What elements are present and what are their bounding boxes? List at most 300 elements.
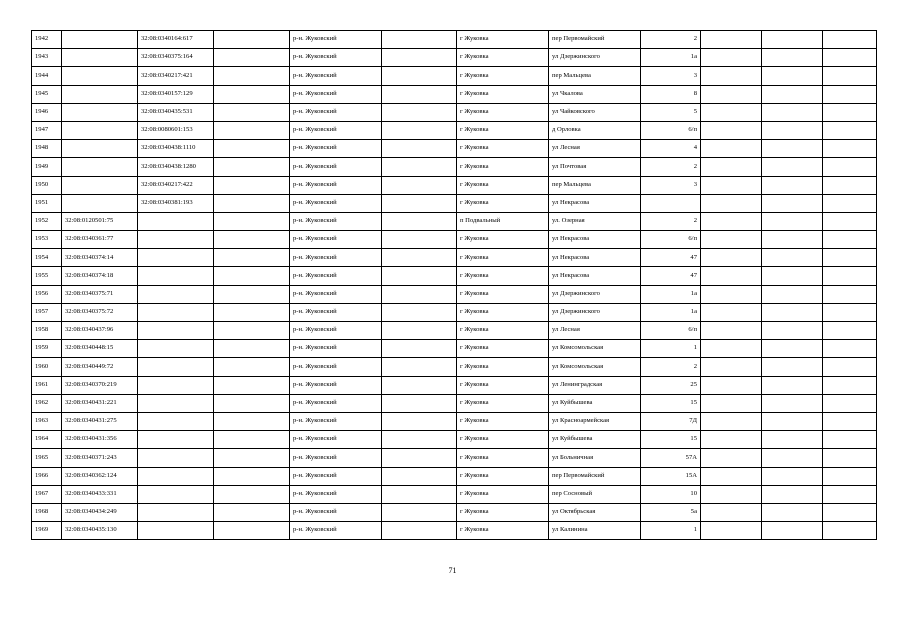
cadastral-number-alt-cell: 32:08:0340157:129 [138,85,214,103]
empty-cell [762,231,823,249]
table-row [32,431,877,449]
row-number-cell: 1964 [32,431,62,449]
empty-cell [823,212,877,230]
district-cell: р-н. Жуковский [290,376,382,394]
cadastral-number-cell: 32:08:0340431:275 [62,412,138,430]
cadastral-number-alt-cell [138,267,214,285]
table-row [32,176,877,194]
district-cell: р-н. Жуковский [290,394,382,412]
locality-cell: г Жуковка [457,267,549,285]
district-cell: р-н. Жуковский [290,431,382,449]
empty-cell [214,249,290,267]
empty-cell [701,431,762,449]
empty-cell [701,212,762,230]
empty-cell [382,412,457,430]
cadastral-number-cell [62,85,138,103]
street-cell: ул Чкалова [549,85,641,103]
house-number-cell: 2 [641,158,701,176]
cadastral-number-cell: 32:08:0340375:72 [62,303,138,321]
empty-cell [214,140,290,158]
cadastral-number-alt-cell [138,431,214,449]
empty-cell [382,376,457,394]
district-cell: р-н. Жуковский [290,121,382,139]
cadastral-number-alt-cell [138,376,214,394]
empty-cell [823,176,877,194]
locality-cell: п Подвальный [457,212,549,230]
table-row [32,285,877,303]
house-number-cell: 1 [641,340,701,358]
empty-cell [382,503,457,521]
street-cell: ул Комсомольская [549,358,641,376]
empty-cell [762,358,823,376]
table-row [32,503,877,521]
district-cell: р-н. Жуковский [290,158,382,176]
empty-cell [701,394,762,412]
empty-cell [382,85,457,103]
empty-cell [214,267,290,285]
empty-cell [382,194,457,212]
house-number-cell: 6/п [641,121,701,139]
street-cell: ул Некрасова [549,267,641,285]
empty-cell [701,231,762,249]
locality-cell: г Жуковка [457,49,549,67]
district-cell: р-н. Жуковский [290,322,382,340]
empty-cell [382,394,457,412]
empty-cell [701,322,762,340]
row-number-cell: 1967 [32,485,62,503]
empty-cell [762,503,823,521]
table-row [32,249,877,267]
empty-cell [823,412,877,430]
table-row [32,67,877,85]
empty-cell [382,49,457,67]
cadastral-number-cell [62,194,138,212]
empty-cell [701,467,762,485]
empty-cell [701,522,762,540]
cadastral-number-alt-cell: 32:08:0340438:1280 [138,158,214,176]
cadastral-number-cell [62,121,138,139]
district-cell: р-н. Жуковский [290,249,382,267]
house-number-cell: 25 [641,376,701,394]
house-number-cell: 4 [641,140,701,158]
cadastral-number-alt-cell [138,485,214,503]
empty-cell [701,503,762,521]
empty-cell [823,303,877,321]
cadastral-number-alt-cell [138,212,214,230]
empty-cell [823,158,877,176]
row-number-cell: 1963 [32,412,62,430]
table-row [32,322,877,340]
row-number-cell: 1958 [32,322,62,340]
empty-cell [762,249,823,267]
empty-cell [762,267,823,285]
row-number-cell: 1965 [32,449,62,467]
street-cell: ул Чайковского [549,103,641,121]
table-row [32,394,877,412]
street-cell: ул Красноармейская [549,412,641,430]
cadastral-number-cell [62,176,138,194]
empty-cell [214,394,290,412]
house-number-cell: 2 [641,358,701,376]
empty-cell [214,522,290,540]
locality-cell: г Жуковка [457,376,549,394]
locality-cell: г Жуковка [457,85,549,103]
empty-cell [382,140,457,158]
empty-cell [762,431,823,449]
table-row [32,85,877,103]
street-cell: ул Некрасова [549,249,641,267]
empty-cell [382,522,457,540]
empty-cell [701,49,762,67]
locality-cell: г Жуковка [457,31,549,49]
table-row [32,49,877,67]
empty-cell [382,431,457,449]
cadastral-number-alt-cell: 32:08:0340381:193 [138,194,214,212]
cadastral-number-cell [62,140,138,158]
street-cell: пер Первомайский [549,31,641,49]
street-cell: ул Лесная [549,322,641,340]
house-number-cell: 2 [641,31,701,49]
house-number-cell: 3 [641,67,701,85]
table-row [32,412,877,430]
district-cell: р-н. Жуковский [290,412,382,430]
table-row [32,121,877,139]
empty-cell [823,121,877,139]
table-row [32,158,877,176]
cadastral-number-cell: 32:08:0340433:331 [62,485,138,503]
row-number-cell: 1969 [32,522,62,540]
empty-cell [701,485,762,503]
district-cell: р-н. Жуковский [290,67,382,85]
empty-cell [382,285,457,303]
table-row [32,485,877,503]
empty-cell [214,485,290,503]
house-number-cell: 1а [641,285,701,303]
empty-cell [823,522,877,540]
empty-cell [762,158,823,176]
cadastral-number-alt-cell: 32:08:0080601:153 [138,121,214,139]
empty-cell [823,449,877,467]
empty-cell [762,194,823,212]
house-number-cell: 10 [641,485,701,503]
empty-cell [382,303,457,321]
row-number-cell: 1946 [32,103,62,121]
district-cell: р-н. Жуковский [290,85,382,103]
empty-cell [823,322,877,340]
locality-cell: г Жуковка [457,249,549,267]
empty-cell [762,121,823,139]
empty-cell [382,485,457,503]
empty-cell [823,267,877,285]
locality-cell: г Жуковка [457,194,549,212]
empty-cell [701,249,762,267]
street-cell: ул Дзержинского [549,49,641,67]
empty-cell [762,485,823,503]
cadastral-number-alt-cell [138,412,214,430]
street-cell: ул Ленинградская [549,376,641,394]
empty-cell [214,322,290,340]
street-cell: ул Октябрьская [549,503,641,521]
district-cell: р-н. Жуковский [290,267,382,285]
empty-cell [701,285,762,303]
row-number-cell: 1949 [32,158,62,176]
empty-cell [762,140,823,158]
empty-cell [701,158,762,176]
empty-cell [701,412,762,430]
row-number-cell: 1948 [32,140,62,158]
empty-cell [823,249,877,267]
empty-cell [382,267,457,285]
cadastral-number-cell: 32:08:0340362:124 [62,467,138,485]
empty-cell [762,67,823,85]
locality-cell: г Жуковка [457,303,549,321]
empty-cell [762,522,823,540]
locality-cell: г Жуковка [457,358,549,376]
empty-cell [214,376,290,394]
district-cell: р-н. Жуковский [290,212,382,230]
cadastral-number-cell [62,158,138,176]
table-row [32,140,877,158]
locality-cell: г Жуковка [457,140,549,158]
cadastral-number-cell [62,67,138,85]
empty-cell [701,31,762,49]
locality-cell: г Жуковка [457,431,549,449]
row-number-cell: 1942 [32,31,62,49]
empty-cell [762,412,823,430]
empty-cell [823,394,877,412]
table-row [32,103,877,121]
house-number-cell: 5а [641,503,701,521]
district-cell: р-н. Жуковский [290,358,382,376]
empty-cell [382,231,457,249]
house-number-cell: 1а [641,49,701,67]
cadastral-number-cell: 32:08:0340371:243 [62,449,138,467]
empty-cell [823,103,877,121]
district-cell: р-н. Жуковский [290,285,382,303]
empty-cell [823,358,877,376]
house-number-cell: 1 [641,522,701,540]
cadastral-number-cell: 32:08:0340370:219 [62,376,138,394]
house-number-cell [641,194,701,212]
cadastral-number-alt-cell [138,231,214,249]
empty-cell [701,449,762,467]
cadastral-number-alt-cell: 32:08:0340438:1110 [138,140,214,158]
locality-cell: г Жуковка [457,176,549,194]
street-cell: ул Дзержинского [549,285,641,303]
locality-cell: г Жуковка [457,485,549,503]
cadastral-number-cell: 32:08:0340431:356 [62,431,138,449]
cadastral-number-alt-cell [138,394,214,412]
cadastral-number-cell: 32:08:0340431:221 [62,394,138,412]
cadastral-number-alt-cell [138,503,214,521]
locality-cell: г Жуковка [457,467,549,485]
empty-cell [214,503,290,521]
empty-cell [701,358,762,376]
empty-cell [214,212,290,230]
street-cell: пер Мальцева [549,176,641,194]
cadastral-number-alt-cell [138,449,214,467]
empty-cell [762,103,823,121]
empty-cell [762,340,823,358]
table-row [32,522,877,540]
empty-cell [823,85,877,103]
locality-cell: г Жуковка [457,412,549,430]
row-number-cell: 1961 [32,376,62,394]
empty-cell [214,467,290,485]
empty-cell [762,176,823,194]
street-cell: ул Почтовая [549,158,641,176]
empty-cell [214,85,290,103]
table-row [32,194,877,212]
locality-cell: г Жуковка [457,121,549,139]
empty-cell [823,49,877,67]
locality-cell: г Жуковка [457,285,549,303]
house-number-cell: 6/п [641,322,701,340]
empty-cell [382,31,457,49]
street-cell: ул. Озерная [549,212,641,230]
empty-cell [214,285,290,303]
empty-cell [214,31,290,49]
row-number-cell: 1950 [32,176,62,194]
locality-cell: г Жуковка [457,394,549,412]
row-number-cell: 1947 [32,121,62,139]
house-number-cell: 47 [641,267,701,285]
empty-cell [823,503,877,521]
empty-cell [762,394,823,412]
house-number-cell: 6/п [641,231,701,249]
empty-cell [382,249,457,267]
table-row [32,467,877,485]
district-cell: р-н. Жуковский [290,49,382,67]
street-cell: д Орловка [549,121,641,139]
empty-cell [214,67,290,85]
empty-cell [701,376,762,394]
empty-cell [701,267,762,285]
empty-cell [382,103,457,121]
empty-cell [701,194,762,212]
district-cell: р-н. Жуковский [290,522,382,540]
cadastral-number-cell: 32:08:0340437:96 [62,322,138,340]
cadastral-number-alt-cell: 32:08:0340164:617 [138,31,214,49]
empty-cell [762,322,823,340]
table-row [32,376,877,394]
row-number-cell: 1962 [32,394,62,412]
cadastral-number-cell: 32:08:0120501:75 [62,212,138,230]
locality-cell: г Жуковка [457,522,549,540]
empty-cell [823,67,877,85]
district-cell: р-н. Жуковский [290,31,382,49]
empty-cell [762,303,823,321]
row-number-cell: 1952 [32,212,62,230]
cadastral-number-alt-cell [138,467,214,485]
house-number-cell: 1а [641,303,701,321]
locality-cell: г Жуковка [457,231,549,249]
locality-cell: г Жуковка [457,340,549,358]
row-number-cell: 1960 [32,358,62,376]
street-cell: ул Некрасова [549,231,641,249]
empty-cell [823,431,877,449]
cadastral-number-cell: 32:08:0340434:249 [62,503,138,521]
street-cell: пер Мальцева [549,67,641,85]
empty-cell [762,31,823,49]
empty-cell [701,67,762,85]
empty-cell [214,412,290,430]
empty-cell [214,449,290,467]
empty-cell [762,449,823,467]
empty-cell [823,340,877,358]
district-cell: р-н. Жуковский [290,503,382,521]
table-row [32,340,877,358]
empty-cell [214,103,290,121]
street-cell: ул Куйбышева [549,394,641,412]
house-number-cell: 47 [641,249,701,267]
cadastral-number-alt-cell: 32:08:0340375:164 [138,49,214,67]
empty-cell [382,467,457,485]
street-cell: пер Первомайский [549,467,641,485]
empty-cell [823,194,877,212]
empty-cell [823,485,877,503]
empty-cell [762,285,823,303]
district-cell: р-н. Жуковский [290,103,382,121]
district-cell: р-н. Жуковский [290,485,382,503]
empty-cell [701,340,762,358]
empty-cell [762,212,823,230]
street-cell: ул Дзержинского [549,303,641,321]
row-number-cell: 1956 [32,285,62,303]
cadastral-number-cell: 32:08:0340449:72 [62,358,138,376]
cadastral-number-cell [62,49,138,67]
locality-cell: г Жуковка [457,503,549,521]
street-cell: ул Больничная [549,449,641,467]
empty-cell [382,322,457,340]
district-cell: р-н. Жуковский [290,231,382,249]
house-number-cell: 57А [641,449,701,467]
empty-cell [214,303,290,321]
house-number-cell: 2 [641,212,701,230]
empty-cell [823,376,877,394]
empty-cell [214,231,290,249]
empty-cell [701,85,762,103]
empty-cell [214,194,290,212]
table-row [32,358,877,376]
empty-cell [762,467,823,485]
locality-cell: г Жуковка [457,103,549,121]
locality-cell: г Жуковка [457,67,549,85]
empty-cell [382,121,457,139]
empty-cell [823,31,877,49]
house-number-cell: 15А [641,467,701,485]
district-cell: р-н. Жуковский [290,449,382,467]
row-number-cell: 1957 [32,303,62,321]
empty-cell [701,303,762,321]
row-number-cell: 1943 [32,49,62,67]
cadastral-number-cell: 32:08:0340374:14 [62,249,138,267]
cadastral-number-alt-cell [138,322,214,340]
district-cell: р-н. Жуковский [290,340,382,358]
empty-cell [701,121,762,139]
row-number-cell: 1954 [32,249,62,267]
empty-cell [382,340,457,358]
row-number-cell: 1945 [32,85,62,103]
street-cell: ул Калинина [549,522,641,540]
row-number-cell: 1951 [32,194,62,212]
cadastral-number-cell: 32:08:0340374:18 [62,267,138,285]
cadastral-number-alt-cell: 32:08:0340217:422 [138,176,214,194]
street-cell: ул Некрасова [549,194,641,212]
table-row [32,303,877,321]
row-number-cell: 1959 [32,340,62,358]
row-number-cell: 1968 [32,503,62,521]
